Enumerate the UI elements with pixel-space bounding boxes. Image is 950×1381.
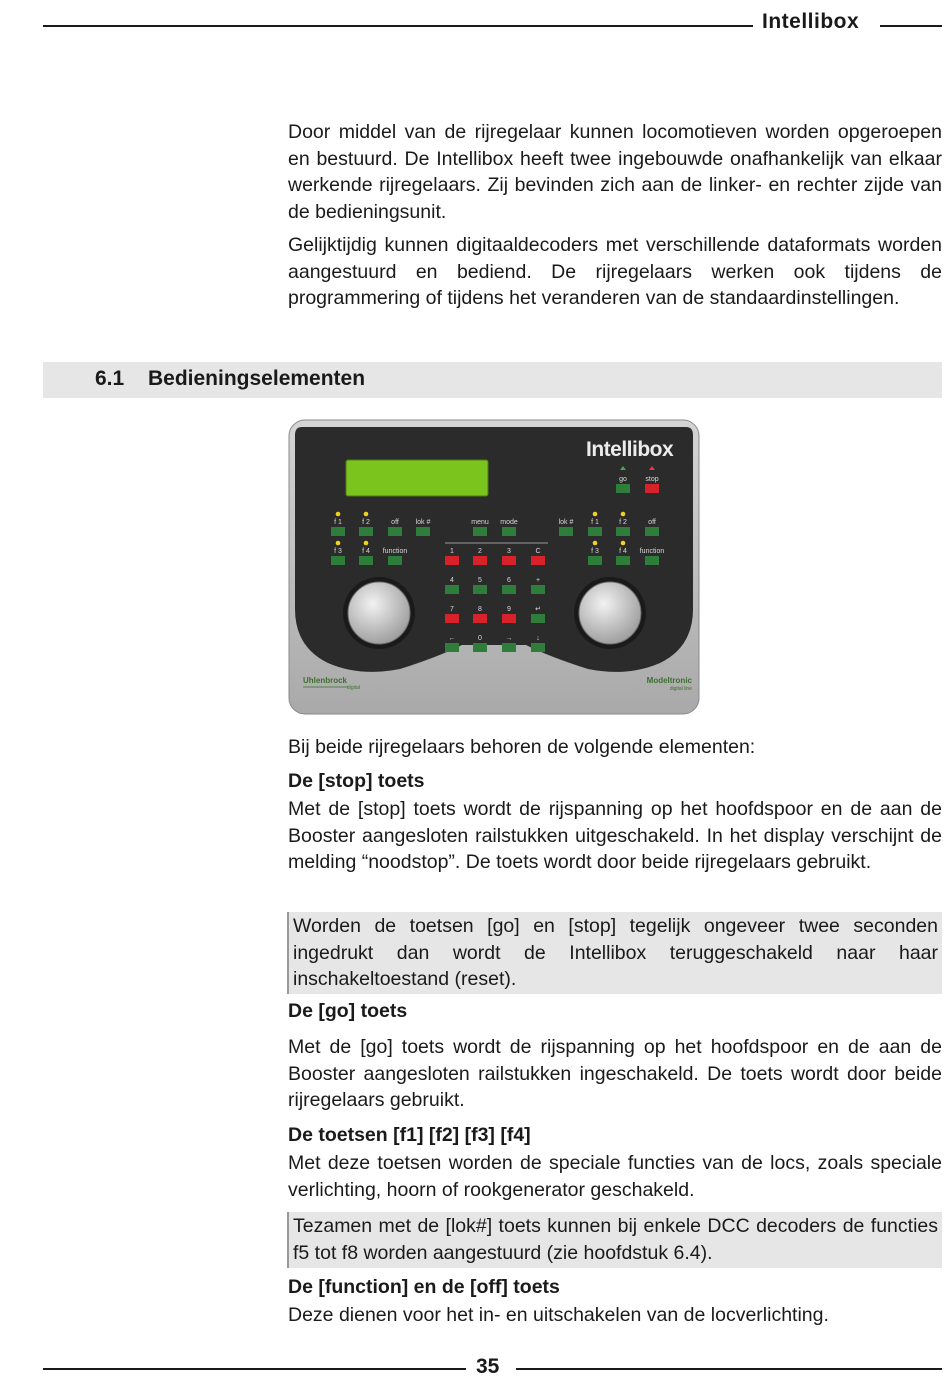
mid-label-1: mode bbox=[500, 519, 518, 526]
keypad-label-15: ↓ bbox=[536, 635, 540, 642]
keypad-key-8 bbox=[445, 614, 459, 623]
keypad-key-2 bbox=[502, 556, 516, 565]
keypad-label-5: 5 bbox=[478, 577, 482, 584]
lcd-display bbox=[346, 460, 488, 496]
left-row1-label-3: lok # bbox=[415, 519, 431, 526]
keypad-key-12 bbox=[445, 643, 459, 652]
left-throttle-knob bbox=[348, 582, 410, 644]
right-row2-key-2 bbox=[645, 556, 659, 565]
right-row1-key-3 bbox=[645, 527, 659, 536]
brand-left: Uhlenbrock bbox=[303, 676, 348, 685]
keypad-key-9 bbox=[473, 614, 487, 623]
keypad-label-14: → bbox=[505, 635, 513, 642]
right-row1-led-2 bbox=[621, 512, 626, 517]
right-throttle-knob bbox=[579, 582, 641, 644]
left-row2-key-2 bbox=[388, 556, 402, 565]
intro-paragraph-1: Door middel van de rijregelaar kunnen locomotieven worden opgeroepen en bestuurd. De Intellibox heeft twee ingebouwde onafhankelijk van elkaar werkende rijregelaars. Zij bevinden zich aan de linker- en rechter zijde van de bedieningsunit. bbox=[288, 121, 942, 223]
keypad-label-6: 6 bbox=[507, 577, 511, 584]
mid-label-0: menu bbox=[471, 519, 489, 526]
keypad-key-6 bbox=[502, 585, 516, 594]
brand-left-sub: digital bbox=[346, 685, 360, 691]
keypad-key-15 bbox=[531, 643, 545, 652]
keypad-label-4: 4 bbox=[450, 577, 454, 584]
keypad-label-1: 2 bbox=[478, 548, 482, 555]
left-row1-label-0: f 1 bbox=[334, 519, 342, 526]
right-row2-led-1 bbox=[621, 541, 626, 546]
keypad-label-0: 1 bbox=[450, 548, 454, 555]
right-row1-key-0 bbox=[559, 527, 573, 536]
left-row1-label-2: off bbox=[391, 519, 399, 526]
left-f2-led bbox=[364, 512, 369, 517]
keypad-label-3: C bbox=[535, 548, 541, 555]
keypad-label-2: 3 bbox=[507, 548, 511, 555]
section-title: Bedieningselementen bbox=[148, 367, 366, 390]
function-off-text: Deze dienen voor het in- en uitschakelen van de locverlichting. bbox=[288, 1304, 829, 1326]
footer-rule-right bbox=[516, 1368, 942, 1370]
left-row2-label-2: function bbox=[382, 548, 408, 555]
intro-paragraph-2: Gelijktijdig kunnen digitaaldecoders met verschillende dataformats worden aangestuurd en bediend. De rijregelaars werken ook tijdens de programmering of tijdens het veranderen van de standaardinstellingen. bbox=[288, 234, 942, 309]
keypad-label-10: 9 bbox=[507, 606, 511, 613]
stop-text: Met de [stop] toets wordt de rijspanning op het hoofdspoor en de aan de Booster aangesloten railstukken uitgeschakeld. In het display verschijnt de melding “noodstop”. De toets wordt door beide rijregelaars gebruikt. bbox=[288, 798, 942, 873]
intellibox-logo: Intellibox bbox=[586, 438, 674, 461]
right-row1-key-2 bbox=[616, 527, 630, 536]
section-number: 6.1 bbox=[95, 367, 125, 390]
elements-intro: Bij beide rijregelaars behoren de volgende elementen: bbox=[288, 736, 756, 758]
right-row1-led-1 bbox=[593, 512, 598, 517]
intellibox-device-illustration bbox=[288, 419, 700, 715]
right-row2-label-2: function bbox=[639, 548, 665, 555]
go-heading: De [go] toets bbox=[288, 1000, 408, 1022]
left-row2-key-1 bbox=[359, 556, 373, 565]
keypad-key-4 bbox=[445, 585, 459, 594]
go-text: Met de [go] toets wordt de rijspanning op het hoofdspoor en de aan de Booster aangesloten railstukken ingeschakeld. De toets wordt door beide rijregelaars gebruikt. bbox=[288, 1036, 942, 1111]
right-row2-key-0 bbox=[588, 556, 602, 565]
header-title: Intellibox bbox=[762, 10, 860, 33]
page-number: 35 bbox=[476, 1355, 500, 1378]
mid-key-0 bbox=[473, 527, 487, 536]
keypad-label-13: 0 bbox=[478, 635, 482, 642]
keypad-label-8: 7 bbox=[450, 606, 454, 613]
right-row1-label-0: lok # bbox=[558, 519, 574, 526]
left-row1-key-1 bbox=[359, 527, 373, 536]
left-f4-led bbox=[364, 541, 369, 546]
left-row1-label-1: f 2 bbox=[362, 519, 370, 526]
left-row1-key-0 bbox=[331, 527, 345, 536]
keypad-key-0 bbox=[445, 556, 459, 565]
fkeys-heading: De toetsen [f1] [f2] [f3] [f4] bbox=[288, 1124, 531, 1146]
stop-note: Worden de toetsen [go] en [stop] tegelijk ongeveer twee seconden ingedrukt dan wordt de Intellibox teruggeschakeld naar haar inschakeltoestand (reset). bbox=[287, 912, 942, 994]
left-row1-key-2 bbox=[388, 527, 402, 536]
right-row2-key-1 bbox=[616, 556, 630, 565]
keypad-key-7 bbox=[531, 585, 545, 594]
keypad-key-14 bbox=[502, 643, 516, 652]
right-row1-label-1: f 1 bbox=[591, 519, 599, 526]
right-row2-led-0 bbox=[593, 541, 598, 546]
function-off-heading: De [function] en de [off] toets bbox=[288, 1276, 560, 1298]
keypad-key-11 bbox=[531, 614, 545, 623]
keypad-key-1 bbox=[473, 556, 487, 565]
left-row2-label-1: f 4 bbox=[362, 548, 370, 555]
footer-rule-left bbox=[43, 1368, 466, 1370]
brand-right-sub: digital line bbox=[669, 686, 692, 692]
mid-key-1 bbox=[502, 527, 516, 536]
go-label: go bbox=[619, 476, 627, 483]
right-row1-key-1 bbox=[588, 527, 602, 536]
right-row1-label-3: off bbox=[648, 519, 656, 526]
stop-heading: De [stop] toets bbox=[288, 770, 425, 792]
brand-right: Modeltronic bbox=[646, 676, 692, 685]
keypad-key-3 bbox=[531, 556, 545, 565]
left-row1-key-3 bbox=[416, 527, 430, 536]
go-key bbox=[616, 484, 630, 493]
left-f1-led bbox=[336, 512, 341, 517]
header-rule-right bbox=[880, 25, 942, 27]
keypad-label-12: ← bbox=[448, 635, 456, 642]
left-row2-key-0 bbox=[331, 556, 345, 565]
keypad-label-11: ↵ bbox=[535, 606, 541, 613]
stop-key bbox=[645, 484, 659, 493]
keypad-key-5 bbox=[473, 585, 487, 594]
keypad-label-7: + bbox=[535, 577, 541, 584]
right-row2-label-1: f 4 bbox=[619, 548, 627, 555]
left-f3-led bbox=[336, 541, 341, 546]
left-row2-label-0: f 3 bbox=[334, 548, 342, 555]
keypad-key-10 bbox=[502, 614, 516, 623]
keypad-key-13 bbox=[473, 643, 487, 652]
keypad-label-9: 8 bbox=[478, 606, 482, 613]
right-row2-label-0: f 3 bbox=[591, 548, 599, 555]
fkeys-text: Met deze toetsen worden de speciale functies van de locs, zoals speciale verlichting, hoorn of rookgenerator geschakeld. bbox=[288, 1152, 942, 1201]
header-rule-left bbox=[43, 25, 753, 27]
fkeys-note: Tezamen met de [lok#] toets kunnen bij enkele DCC decoders de functies f5 tot f8 worden aangestuurd (zie hoofdstuk 6.4). bbox=[287, 1212, 942, 1268]
right-row1-label-2: f 2 bbox=[619, 519, 627, 526]
stop-label: stop bbox=[645, 476, 659, 483]
